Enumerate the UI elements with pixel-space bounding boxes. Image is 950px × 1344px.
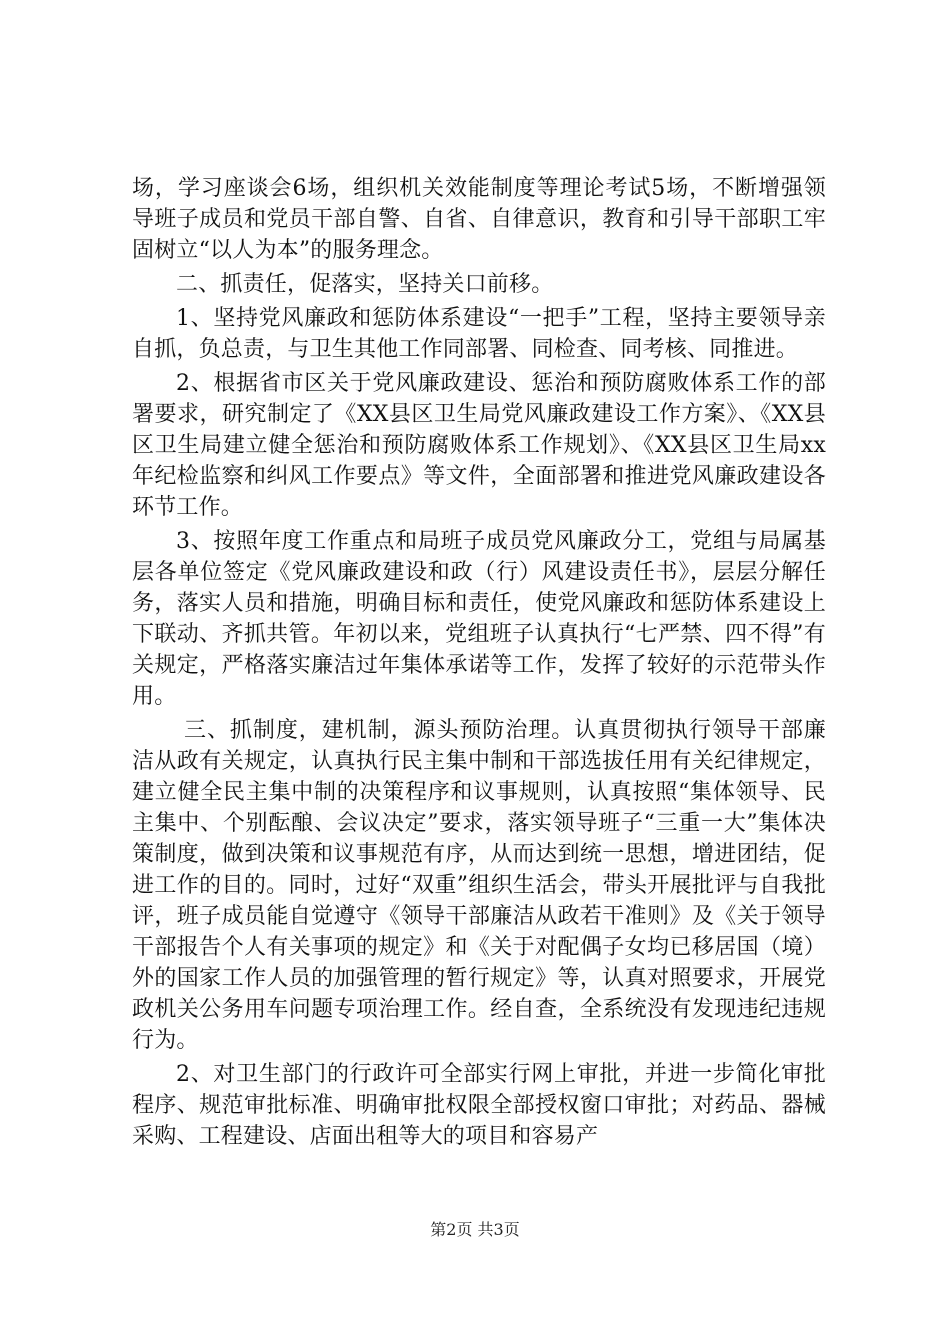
page-footer: 第2页 共3页	[430, 1220, 520, 1239]
section-heading-2: 二、抓责任，促落实，坚持关口前移。	[176, 272, 554, 297]
paragraph-continuation: 场，学习座谈会6场，组织机关效能制度等理论考试5场，不断增强领导班子成员和党员干部自警、自省、自律意识，教育和引导干部职工牢固树立“以人为本”的服务理念。	[132, 176, 826, 263]
paragraph-item-1: 1、坚持党风廉政和惩防体系建设“一把手”工程，坚持主要领导亲自抓，负总责，与卫生其他工作同部署、同检查、同考核、同推进。	[132, 306, 826, 362]
section-heading-3-paragraph: 三、抓制度，建机制，源头预防治理。认真贯彻执行领导干部廉洁从政有关规定，认真执行民主集中制和干部选拔任用有关纪律规定，建立健全民主集中制的决策程序和议事规则，认真按照“集体领导、民主集中、个别酝酿、会议决定”要求，落实领导班子“三重一大”集体决策制度，做到决策和议事规范有序，从而达到统一思想，增进团结，促进工作的目的。同时，过好“双重”组织生活会，带头开展批评与自我批评，班子成员能自觉遵守《领导干部廉洁从政若干准则》及《关于领导干部报告个人有关事项的规定》和《关于对配偶子女均已移居国（境）外的国家工作人员的加强管理的暂行规定》等，认真对照要求，开展党政机关公务用车问题专项治理工作。经自查，全系统没有发现违纪违规行为。	[132, 718, 826, 1053]
document-body	[132, 173, 826, 1155]
paragraph-item-2b: 2、对卫生部门的行政许可全部实行网上审批，并进一步简化审批程序、规范审批标准、明确审批权限全部授权窗口审批；对药品、器械采购、工程建设、店面出租等大的项目和容易产	[132, 1062, 826, 1149]
paragraph-item-3: 3、按照年度工作重点和局班子成员党风廉政分工，党组与局属基层各单位签定《党风廉政建设和政（行）风建设责任书》，层层分解任务，落实人员和措施，明确目标和责任，使党风廉政和惩防体系建设上下联动、齐抓共管。年初以来，党组班子认真执行“七严禁、四不得”有关规定，严格落实廉洁过年集体承诺等工作，发挥了较好的示范带头作用。	[132, 529, 826, 709]
paragraph-item-2: 2、根据省市区关于党风廉政建设、惩治和预防腐败体系工作的部署要求，研究制定了《XX县区卫生局党风廉政建设工作方案》、《XX县区卫生局建立健全惩治和预防腐败体系工作规划》、《XX县区卫生局xx年纪检监察和纠风工作要点》等文件，全面部署和推进党风廉政建设各环节工作。	[132, 371, 826, 520]
